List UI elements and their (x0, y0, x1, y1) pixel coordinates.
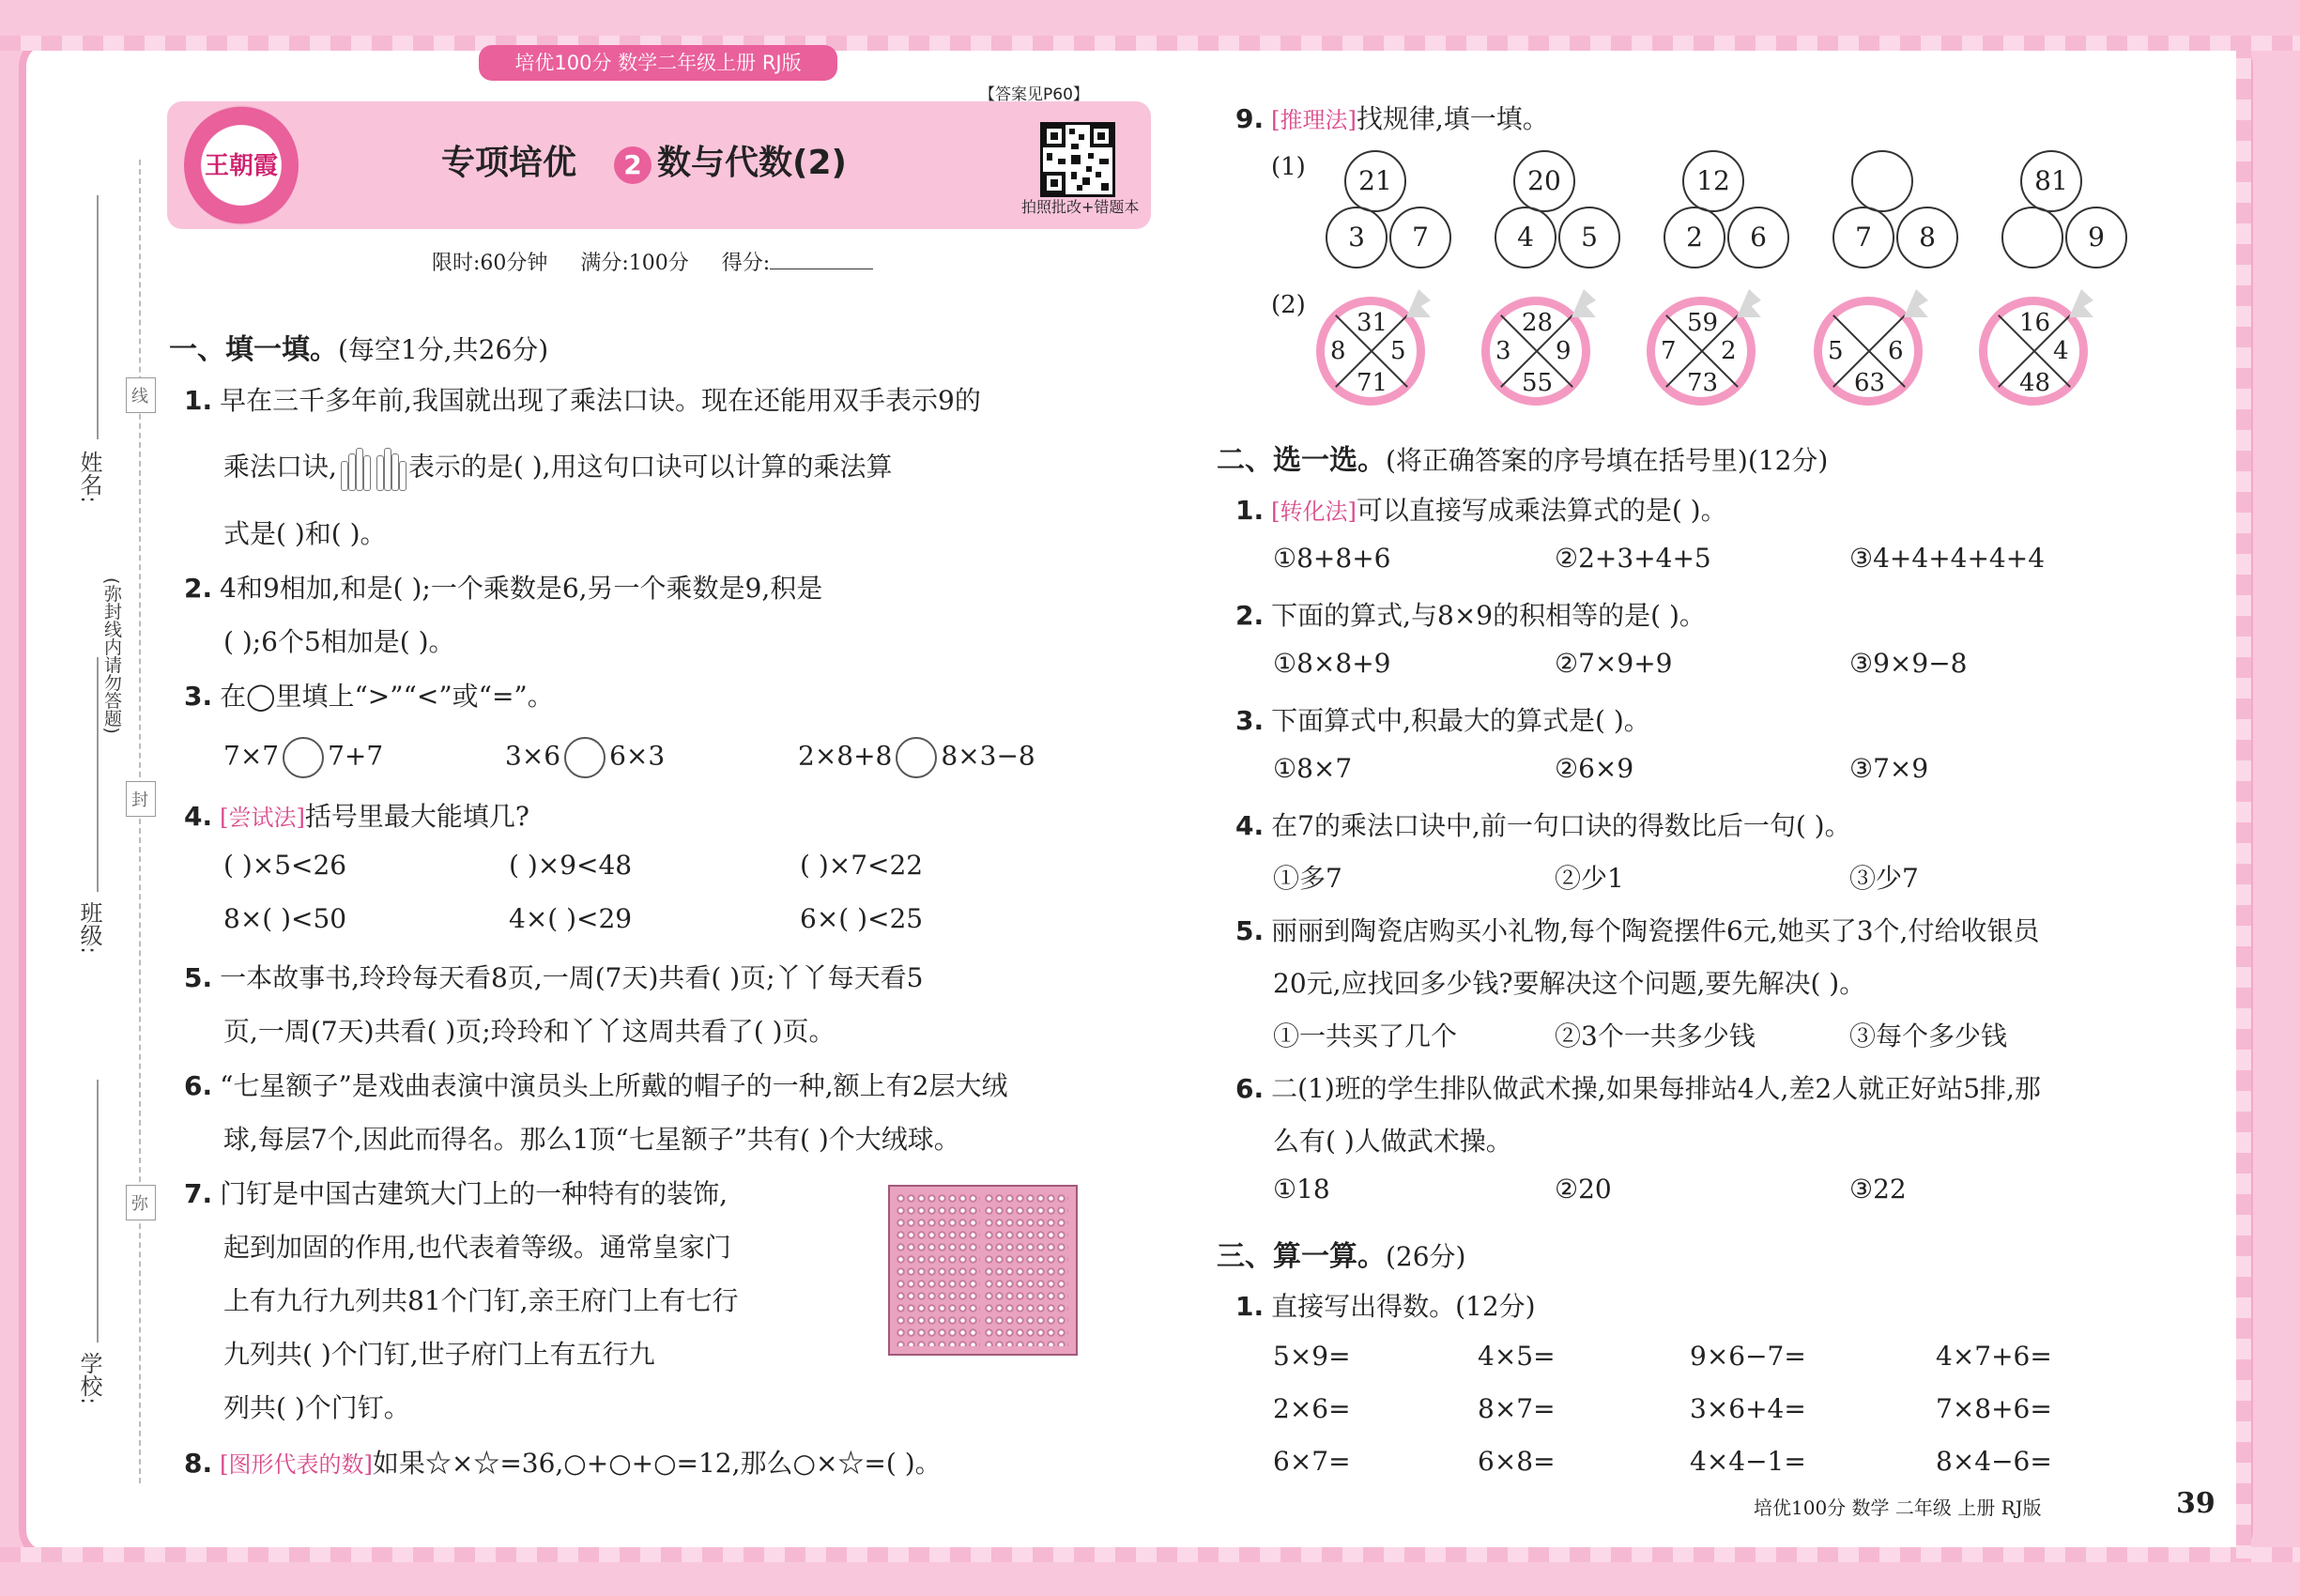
s2q4-line (1235, 806, 1851, 843)
q9-part2-label: (2) (1271, 291, 1306, 319)
cross-number: 31 (1357, 309, 1388, 337)
calc-item: 3×6+4= (1690, 1393, 1806, 1424)
q4-text: 括号里最大能填几? (304, 801, 529, 832)
bottom-border (0, 1547, 2300, 1562)
q3a-right: 7+7 (328, 740, 384, 772)
s2q5-text1: 丽丽到陶瓷店购买小礼物,每个陶瓷摆件6元,她买了3个,付给收银员 (1271, 915, 2040, 946)
cross-number: 5 (1828, 337, 1844, 365)
q3c-right: 8×3−8 (941, 740, 1035, 772)
calc-item: 4×7+6= (1936, 1341, 2052, 1372)
answer-reference: 【答案见P60】 (979, 85, 1089, 104)
trio-circle: 3 (1326, 207, 1388, 269)
section2-title: 二、选一选。 (1217, 444, 1386, 477)
compare-circle[interactable] (283, 737, 324, 778)
q9-tag: [推理法] (1271, 107, 1357, 133)
q8-text: 如果☆×☆=36,○+○+○=12,那么○×☆=( )。 (372, 1448, 942, 1479)
q4-r2-a: 8×( )<50 (223, 903, 347, 934)
s2q4-opt1: ①多7 (1273, 863, 1342, 894)
trio-circle: 8 (1896, 207, 1958, 269)
section2-note: (将正确答案的序号填在括号里)(12分) (1386, 445, 1829, 476)
q9-part1-label: (1) (1271, 153, 1306, 181)
q4-r1-b: ( )×9<48 (509, 850, 633, 881)
q7-line5: 列共( )个门钉。 (223, 1392, 410, 1423)
trio-circle: 12 (1682, 150, 1744, 212)
school-label: 学校: (76, 1352, 102, 1405)
qr-code-icon[interactable] (1040, 122, 1115, 197)
calc-item: 5×9= (1273, 1341, 1351, 1372)
q1-text2a: 乘法口诀, (223, 451, 337, 483)
cross-number: 73 (1687, 369, 1719, 397)
calc-item: 6×7= (1273, 1446, 1351, 1477)
s2q3-opt3: ③7×9 (1849, 753, 1929, 784)
q7-line3: 上有九行九列共81个门钉,亲王府门上有七行 (223, 1285, 739, 1316)
s2q1-opt3: ③4+4+4+4+4 (1849, 543, 2046, 574)
s2q1-opt2: ②2+3+4+5 (1555, 543, 1711, 574)
s2q3-text: 下面算式中,积最大的算式是( )。 (1271, 705, 1650, 736)
q7-line4: 九列共( )个门钉,世子府门上有五行九 (223, 1339, 655, 1370)
q9-line (1235, 99, 1549, 136)
q8-tag: [图形代表的数] (220, 1451, 373, 1478)
seal-dashed-line (139, 160, 141, 1483)
cross-number: 16 (2019, 309, 2051, 337)
page-number: 39 (2176, 1487, 2216, 1520)
q6-line2: 球,每层7个,因此而得名。那么1顶“七星额子”共有( )个大绒球。 (223, 1124, 960, 1155)
test-limits (432, 247, 873, 276)
q9-text: 找规律,填一填。 (1356, 103, 1549, 134)
door-nails-image (888, 1185, 1078, 1356)
q8-number: 8. (184, 1448, 213, 1479)
q7-text1: 门钉是中国古建筑大门上的一种特有的装饰, (220, 1178, 728, 1209)
s2q4-opt3: ③少7 (1849, 863, 1919, 894)
class-label: 班级: (76, 901, 102, 955)
trio-circle: 7 (1389, 207, 1451, 269)
trio-circle: 6 (1727, 207, 1789, 269)
seal-mark-mi: 弥 (126, 1185, 156, 1220)
q1-line1 (184, 380, 981, 418)
seal-mark-line: 线 (126, 377, 156, 413)
calc-item: 9×6−7= (1690, 1341, 1806, 1372)
section1-title: 一、填一填。 (169, 333, 338, 366)
section1-heading (169, 326, 548, 367)
q6-line1 (184, 1066, 1007, 1103)
s2q1-text: 可以直接写成乘法算式的是( )。 (1356, 495, 1727, 526)
cross-number: 4 (2053, 337, 2069, 365)
q4-r2-c: 6×( )<25 (800, 903, 924, 934)
right-border (2236, 38, 2251, 1558)
section3-title: 三、算一算。 (1217, 1240, 1386, 1273)
s2q6-line1 (1235, 1068, 2041, 1106)
q6-number: 6. (184, 1070, 213, 1101)
s2q1-line (1235, 490, 1727, 528)
title-prefix: 专项培优 (441, 144, 577, 182)
q7-line1 (184, 1174, 728, 1211)
q1-text1: 早在三千多年前,我国就出现了乘法口诀。现在还能用双手表示9的 (220, 385, 981, 416)
q1-number: 1. (184, 385, 213, 416)
q3b-right: 6×3 (609, 740, 666, 772)
q1-line2 (223, 446, 893, 491)
q2-line1 (184, 568, 822, 606)
cross-number: 7 (1661, 337, 1677, 365)
q9-number: 9. (1235, 103, 1265, 134)
cross-number: 6 (1888, 337, 1904, 365)
brand-logo (184, 105, 299, 225)
compare-circle[interactable] (896, 737, 937, 778)
s2q6-text1: 二(1)班的学生排队做武术操,如果每排站4人,差2人就正好站5排,那 (1271, 1073, 2041, 1104)
s3q1-number: 1. (1235, 1291, 1265, 1322)
s2q4-opt2: ②少1 (1555, 863, 1624, 894)
q2-text1: 4和9相加,和是( );一个乘数是6,另一个乘数是9,积是 (220, 573, 823, 604)
trio-circle: 21 (1344, 150, 1406, 212)
section3-note: (26分) (1386, 1241, 1466, 1272)
cross-number: 2 (1721, 337, 1737, 365)
s3q1-line (1235, 1286, 1536, 1324)
s2q2-opt1: ①8×8+9 (1273, 648, 1391, 679)
title-number: 2 (614, 146, 652, 184)
s2q1-opt1: ①8+8+6 (1273, 543, 1391, 574)
calc-item: 7×8+6= (1936, 1393, 2052, 1424)
s2q5-line1 (1235, 911, 2039, 948)
s2q2-text: 下面的算式,与8×9的积相等的是( )。 (1271, 600, 1706, 631)
s2q3-line (1235, 700, 1650, 738)
q4-r1-a: ( )×5<26 (223, 850, 347, 881)
s2q5-opt3: ③每个多少钱 (1849, 1021, 2008, 1051)
q3c-left: 2×8+8 (798, 740, 893, 772)
s2q6-number: 6. (1235, 1073, 1265, 1104)
door-right-leaf (984, 1192, 1068, 1346)
section3-heading (1217, 1233, 1465, 1274)
cross-number: 59 (1687, 309, 1719, 337)
cross-number: 71 (1357, 369, 1388, 397)
q3b-left: 3×6 (505, 740, 561, 772)
s3q1-text: 直接写出得数。(12分) (1271, 1291, 1536, 1322)
q4-line1 (184, 796, 529, 834)
q3a-left: 7×7 (223, 740, 280, 772)
logo-text: 王朝霞 (204, 152, 278, 180)
trio-circle: 81 (2020, 150, 2082, 212)
s2q3-opt1: ①8×7 (1273, 753, 1353, 784)
s2q6-opt2: ②20 (1555, 1174, 1612, 1205)
q4-r2-b: 4×( )<29 (509, 903, 633, 934)
cross-number: 9 (1556, 337, 1572, 365)
trio-circle: 7 (1832, 207, 1894, 269)
s2q2-number: 2. (1235, 600, 1265, 631)
school-line (97, 1080, 99, 1343)
s2q2-line (1235, 595, 1706, 633)
q6-text1: “七星额子”是戏曲表演中演员头上所戴的帽子的一种,额上有2层大绒 (220, 1070, 1008, 1101)
seal-note: (弥封线内请勿答题) (101, 577, 122, 734)
calc-item: 4×5= (1478, 1341, 1556, 1372)
q4-r1-c: ( )×7<22 (800, 850, 924, 881)
q3-compare-c (798, 737, 1035, 778)
compare-circle[interactable] (564, 737, 606, 778)
calc-item: 4×4−1= (1690, 1446, 1806, 1477)
q5-number: 5. (184, 962, 213, 993)
door-left-leaf (896, 1192, 980, 1346)
s2q6-line2: 么有( )人做武术操。 (1273, 1126, 1512, 1157)
time-limit: 限时:60分钟 (432, 252, 548, 275)
trio-circle[interactable] (1851, 150, 1913, 212)
s2q3-number: 3. (1235, 705, 1265, 736)
q3-text: 在◯里填上“>”“<”或“=”。 (220, 681, 554, 712)
s2q3-opt2: ②6×9 (1555, 753, 1634, 784)
calc-item: 2×6= (1273, 1393, 1351, 1424)
s2q5-opt1: ①一共买了几个 (1273, 1021, 1458, 1051)
name-line (97, 195, 99, 439)
cross-number: 28 (1522, 309, 1554, 337)
q4-tag: [尝试法] (220, 805, 305, 831)
s2q5-number: 5. (1235, 915, 1265, 946)
score-label: 得分: (721, 252, 771, 275)
trio-circle: 5 (1558, 207, 1620, 269)
title-name: 数与代数(2) (657, 144, 847, 182)
calc-item: 6×8= (1478, 1446, 1556, 1477)
q5-text1: 一本故事书,玲玲每天看8页,一周(7天)共看( )页;丫丫每天看5 (220, 962, 924, 993)
cross-number: 63 (1854, 369, 1886, 397)
q3-compare-a (223, 737, 383, 778)
section1-note: (每空1分,共26分) (338, 334, 549, 365)
s2q1-tag: [转化法] (1271, 499, 1357, 525)
q5-line1 (184, 958, 923, 995)
q2-number: 2. (184, 573, 213, 604)
q1-line3: 式是( )和( )。 (223, 518, 387, 549)
name-label: 姓名: (76, 451, 102, 504)
s2q6-opt1: ①18 (1273, 1174, 1330, 1205)
q1-text2b: 表示的是( ),用这句口诀可以计算的乘法算 (407, 451, 893, 483)
calc-item: 8×4−6= (1936, 1446, 2052, 1477)
cross-number: 48 (2019, 369, 2051, 397)
book-banner: 培优100分 数学二年级上册 RJ版 (479, 45, 837, 81)
trio-circle: 4 (1495, 207, 1556, 269)
s2q5-line2: 20元,应找回多少钱?要解决这个问题,要先解决( )。 (1273, 968, 1866, 999)
section2-heading (1217, 437, 1828, 478)
s2q4-number: 4. (1235, 810, 1265, 841)
s2q4-text: 在7的乘法口诀中,前一句口诀的得数比后一句( )。 (1271, 810, 1851, 841)
trio-circle[interactable] (2001, 207, 2063, 269)
trio-circle: 20 (1513, 150, 1575, 212)
class-line (97, 657, 99, 892)
q7-line2: 起到加固的作用,也代表着等级。通常皇家门 (223, 1232, 731, 1263)
cross-number: 55 (1522, 369, 1554, 397)
top-border (0, 36, 2300, 51)
full-score: 满分:100分 (580, 252, 689, 275)
cross-number: 5 (1390, 337, 1406, 365)
q3-line1 (184, 676, 554, 714)
q2-line2: ( );6个5相加是( )。 (223, 626, 455, 657)
seal-mark-feng: 封 (126, 781, 156, 817)
qr-caption: 拍照批改+错题本 (1021, 198, 1140, 216)
s2q1-number: 1. (1235, 495, 1265, 526)
q3-number: 3. (184, 681, 213, 712)
q5-line2: 页,一周(7天)共看( )页;玲玲和丫丫这周共看了( )页。 (223, 1016, 836, 1047)
page-title (441, 136, 847, 184)
s2q2-opt2: ②7×9+9 (1555, 648, 1673, 679)
s2q5-opt2: ②3个一共多少钱 (1555, 1021, 1756, 1051)
page-footer: 培优100分 数学 二年级 上册 RJ版 (1754, 1496, 2042, 1519)
cross-number: 3 (1495, 337, 1511, 365)
q8-line (184, 1443, 942, 1481)
hands-icon (337, 446, 408, 491)
s2q2-opt3: ③9×9−8 (1849, 648, 1968, 679)
q3-compare-b (505, 737, 665, 778)
s2q6-opt3: ③22 (1849, 1174, 1907, 1205)
trio-circle: 9 (2065, 207, 2127, 269)
trio-circle: 2 (1664, 207, 1725, 269)
cross-number: 8 (1330, 337, 1346, 365)
calc-item: 8×7= (1478, 1393, 1556, 1424)
q7-number: 7. (184, 1178, 213, 1209)
q4-number: 4. (184, 801, 213, 832)
